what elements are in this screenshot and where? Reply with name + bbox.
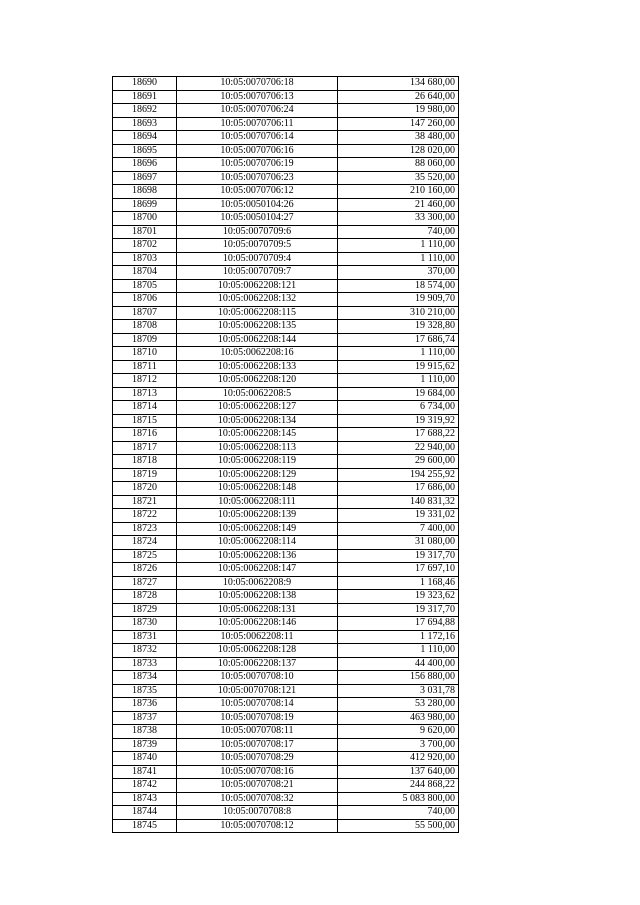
row-number-cell: 18725 [113, 549, 177, 563]
cadastral-number-cell: 10:05:0062208:135 [177, 320, 338, 334]
cadastral-number-cell: 10:05:0070708:16 [177, 765, 338, 779]
cadastral-number-cell: 10:05:0062208:113 [177, 441, 338, 455]
amount-cell: 19 909,70 [338, 293, 459, 307]
amount-cell: 134 680,00 [338, 77, 459, 91]
amount-cell: 26 640,00 [338, 90, 459, 104]
row-number-cell: 18734 [113, 671, 177, 685]
amount-cell: 5 083 800,00 [338, 792, 459, 806]
table-row [113, 77, 459, 91]
amount-cell: 463 980,00 [338, 711, 459, 725]
table-row [113, 819, 459, 833]
row-number-cell: 18741 [113, 765, 177, 779]
cadastral-number-cell: 10:05:0062208:121 [177, 279, 338, 293]
row-number-cell: 18694 [113, 131, 177, 145]
amount-cell: 17 697,10 [338, 563, 459, 577]
table-row [113, 522, 459, 536]
row-number-cell: 18699 [113, 198, 177, 212]
row-number-cell: 18745 [113, 819, 177, 833]
table-row [113, 779, 459, 793]
cadastral-number-cell: 10:05:0070709:6 [177, 225, 338, 239]
cadastral-number-cell: 10:05:0070708:10 [177, 671, 338, 685]
row-number-cell: 18700 [113, 212, 177, 226]
row-number-cell: 18705 [113, 279, 177, 293]
table-row [113, 428, 459, 442]
row-number-cell: 18728 [113, 590, 177, 604]
amount-cell: 22 940,00 [338, 441, 459, 455]
cadastral-number-cell: 10:05:0062208:111 [177, 495, 338, 509]
table-row [113, 630, 459, 644]
table-row [113, 279, 459, 293]
cadastral-number-cell: 10:05:0070709:4 [177, 252, 338, 266]
row-number-cell: 18729 [113, 603, 177, 617]
cadastral-number-cell: 10:05:0070706:12 [177, 185, 338, 199]
amount-cell: 1 168,46 [338, 576, 459, 590]
amount-cell: 19 684,00 [338, 387, 459, 401]
table-row [113, 455, 459, 469]
data-table [112, 76, 459, 833]
row-number-cell: 18707 [113, 306, 177, 320]
amount-cell: 44 400,00 [338, 657, 459, 671]
amount-cell: 194 255,92 [338, 468, 459, 482]
amount-cell: 19 323,62 [338, 590, 459, 604]
table-row [113, 590, 459, 604]
table-row [113, 225, 459, 239]
amount-cell: 7 400,00 [338, 522, 459, 536]
amount-cell: 17 686,00 [338, 482, 459, 496]
amount-cell: 33 300,00 [338, 212, 459, 226]
table-row [113, 576, 459, 590]
cadastral-number-cell: 10:05:0062208:115 [177, 306, 338, 320]
cadastral-number-cell: 10:05:0062208:11 [177, 630, 338, 644]
cadastral-number-cell: 10:05:0062208:120 [177, 374, 338, 388]
table-row [113, 657, 459, 671]
cadastral-number-cell: 10:05:0062208:127 [177, 401, 338, 415]
table-row [113, 131, 459, 145]
amount-cell: 3 031,78 [338, 684, 459, 698]
row-number-cell: 18712 [113, 374, 177, 388]
amount-cell: 1 110,00 [338, 252, 459, 266]
table-row [113, 509, 459, 523]
row-number-cell: 18739 [113, 738, 177, 752]
row-number-cell: 18698 [113, 185, 177, 199]
table-row [113, 293, 459, 307]
table-row [113, 347, 459, 361]
amount-cell: 19 317,70 [338, 603, 459, 617]
cadastral-number-cell: 10:05:0062208:139 [177, 509, 338, 523]
cadastral-number-cell: 10:05:0070706:23 [177, 171, 338, 185]
table-row [113, 603, 459, 617]
row-number-cell: 18724 [113, 536, 177, 550]
cadastral-number-cell: 10:05:0070708:21 [177, 779, 338, 793]
row-number-cell: 18723 [113, 522, 177, 536]
row-number-cell: 18717 [113, 441, 177, 455]
table-row [113, 617, 459, 631]
row-number-cell: 18731 [113, 630, 177, 644]
amount-cell: 1 110,00 [338, 374, 459, 388]
table-row [113, 117, 459, 131]
table-row [113, 725, 459, 739]
amount-cell: 53 280,00 [338, 698, 459, 712]
cadastral-number-cell: 10:05:0070706:24 [177, 104, 338, 118]
cadastral-number-cell: 10:05:0062208:146 [177, 617, 338, 631]
table-row [113, 792, 459, 806]
row-number-cell: 18732 [113, 644, 177, 658]
table-row [113, 806, 459, 820]
cadastral-number-cell: 10:05:0062208:128 [177, 644, 338, 658]
table-row [113, 495, 459, 509]
amount-cell: 740,00 [338, 806, 459, 820]
table-row [113, 387, 459, 401]
cadastral-number-cell: 10:05:0062208:138 [177, 590, 338, 604]
amount-cell: 147 260,00 [338, 117, 459, 131]
cadastral-number-cell: 10:05:0062208:149 [177, 522, 338, 536]
row-number-cell: 18721 [113, 495, 177, 509]
table-row [113, 698, 459, 712]
cadastral-number-cell: 10:05:0062208:129 [177, 468, 338, 482]
row-number-cell: 18702 [113, 239, 177, 253]
amount-cell: 19 915,62 [338, 360, 459, 374]
row-number-cell: 18727 [113, 576, 177, 590]
amount-cell: 18 574,00 [338, 279, 459, 293]
table-row [113, 401, 459, 415]
row-number-cell: 18719 [113, 468, 177, 482]
amount-cell: 17 694,88 [338, 617, 459, 631]
row-number-cell: 18726 [113, 563, 177, 577]
cadastral-number-cell: 10:05:0062208:119 [177, 455, 338, 469]
row-number-cell: 18716 [113, 428, 177, 442]
table-row [113, 765, 459, 779]
cadastral-number-cell: 10:05:0070706:14 [177, 131, 338, 145]
cadastral-number-cell: 10:05:0062208:114 [177, 536, 338, 550]
table-row [113, 671, 459, 685]
amount-cell: 17 686,74 [338, 333, 459, 347]
row-number-cell: 18692 [113, 104, 177, 118]
amount-cell: 210 160,00 [338, 185, 459, 199]
table-row [113, 684, 459, 698]
row-number-cell: 18696 [113, 158, 177, 172]
table-row [113, 441, 459, 455]
cadastral-number-cell: 10:05:0070706:16 [177, 144, 338, 158]
row-number-cell: 18711 [113, 360, 177, 374]
row-number-cell: 18738 [113, 725, 177, 739]
row-number-cell: 18701 [113, 225, 177, 239]
row-number-cell: 18713 [113, 387, 177, 401]
cadastral-number-cell: 10:05:0070706:18 [177, 77, 338, 91]
cadastral-number-cell: 10:05:0070706:11 [177, 117, 338, 131]
amount-cell: 1 110,00 [338, 644, 459, 658]
table-row [113, 252, 459, 266]
amount-cell: 1 172,16 [338, 630, 459, 644]
row-number-cell: 18743 [113, 792, 177, 806]
row-number-cell: 18693 [113, 117, 177, 131]
cadastral-number-cell: 10:05:0062208:16 [177, 347, 338, 361]
row-number-cell: 18718 [113, 455, 177, 469]
cadastral-number-cell: 10:05:0070708:11 [177, 725, 338, 739]
cadastral-number-cell: 10:05:0070706:19 [177, 158, 338, 172]
row-number-cell: 18730 [113, 617, 177, 631]
amount-cell: 370,00 [338, 266, 459, 280]
amount-cell: 244 868,22 [338, 779, 459, 793]
table-row [113, 306, 459, 320]
table-row [113, 320, 459, 334]
amount-cell: 6 734,00 [338, 401, 459, 415]
cadastral-number-cell: 10:05:0070706:13 [177, 90, 338, 104]
cadastral-number-cell: 10:05:0062208:147 [177, 563, 338, 577]
row-number-cell: 18695 [113, 144, 177, 158]
cadastral-number-cell: 10:05:0050104:26 [177, 198, 338, 212]
cadastral-number-cell: 10:05:0062208:144 [177, 333, 338, 347]
row-number-cell: 18703 [113, 252, 177, 266]
cadastral-number-cell: 10:05:0070709:7 [177, 266, 338, 280]
cadastral-number-cell: 10:05:0070709:5 [177, 239, 338, 253]
cadastral-number-cell: 10:05:0062208:133 [177, 360, 338, 374]
amount-cell: 156 880,00 [338, 671, 459, 685]
table-row [113, 198, 459, 212]
row-number-cell: 18740 [113, 752, 177, 766]
amount-cell: 140 831,32 [338, 495, 459, 509]
table-row [113, 482, 459, 496]
amount-cell: 35 520,00 [338, 171, 459, 185]
cadastral-number-cell: 10:05:0070708:17 [177, 738, 338, 752]
cadastral-number-cell: 10:05:0070708:121 [177, 684, 338, 698]
cadastral-number-cell: 10:05:0062208:136 [177, 549, 338, 563]
table-row [113, 212, 459, 226]
row-number-cell: 18704 [113, 266, 177, 280]
amount-cell: 128 020,00 [338, 144, 459, 158]
amount-cell: 19 980,00 [338, 104, 459, 118]
table-row [113, 563, 459, 577]
row-number-cell: 18742 [113, 779, 177, 793]
amount-cell: 19 331,02 [338, 509, 459, 523]
table-row [113, 711, 459, 725]
row-number-cell: 18737 [113, 711, 177, 725]
cadastral-number-cell: 10:05:0070708:14 [177, 698, 338, 712]
table-row [113, 374, 459, 388]
table-row [113, 414, 459, 428]
amount-cell: 38 480,00 [338, 131, 459, 145]
amount-cell: 19 319,92 [338, 414, 459, 428]
table-row [113, 266, 459, 280]
table-row [113, 144, 459, 158]
amount-cell: 55 500,00 [338, 819, 459, 833]
cadastral-number-cell: 10:05:0070708:32 [177, 792, 338, 806]
row-number-cell: 18736 [113, 698, 177, 712]
amount-cell: 1 110,00 [338, 239, 459, 253]
cadastral-number-cell: 10:05:0070708:12 [177, 819, 338, 833]
cadastral-number-cell: 10:05:0062208:148 [177, 482, 338, 496]
amount-cell: 310 210,00 [338, 306, 459, 320]
table-row [113, 738, 459, 752]
cadastral-number-cell: 10:05:0070708:8 [177, 806, 338, 820]
amount-cell: 137 640,00 [338, 765, 459, 779]
table-row [113, 104, 459, 118]
table-row [113, 644, 459, 658]
cadastral-number-cell: 10:05:0050104:27 [177, 212, 338, 226]
row-number-cell: 18735 [113, 684, 177, 698]
amount-cell: 19 317,70 [338, 549, 459, 563]
row-number-cell: 18710 [113, 347, 177, 361]
row-number-cell: 18691 [113, 90, 177, 104]
table-row [113, 239, 459, 253]
cadastral-number-cell: 10:05:0062208:131 [177, 603, 338, 617]
amount-cell: 21 460,00 [338, 198, 459, 212]
row-number-cell: 18722 [113, 509, 177, 523]
table-row [113, 171, 459, 185]
table-row [113, 90, 459, 104]
table-row [113, 333, 459, 347]
cadastral-number-cell: 10:05:0062208:5 [177, 387, 338, 401]
cadastral-number-cell: 10:05:0062208:134 [177, 414, 338, 428]
cadastral-number-cell: 10:05:0062208:137 [177, 657, 338, 671]
amount-cell: 31 080,00 [338, 536, 459, 550]
table-row [113, 549, 459, 563]
row-number-cell: 18744 [113, 806, 177, 820]
row-number-cell: 18715 [113, 414, 177, 428]
amount-cell: 9 620,00 [338, 725, 459, 739]
row-number-cell: 18714 [113, 401, 177, 415]
table-row [113, 158, 459, 172]
table-row [113, 468, 459, 482]
amount-cell: 412 920,00 [338, 752, 459, 766]
cadastral-number-cell: 10:05:0070708:29 [177, 752, 338, 766]
table-row [113, 185, 459, 199]
row-number-cell: 18706 [113, 293, 177, 307]
table-row [113, 536, 459, 550]
row-number-cell: 18720 [113, 482, 177, 496]
table-row [113, 360, 459, 374]
cadastral-number-cell: 10:05:0062208:132 [177, 293, 338, 307]
table-row [113, 752, 459, 766]
row-number-cell: 18690 [113, 77, 177, 91]
cadastral-number-cell: 10:05:0062208:9 [177, 576, 338, 590]
row-number-cell: 18697 [113, 171, 177, 185]
cadastral-number-cell: 10:05:0062208:145 [177, 428, 338, 442]
amount-cell: 1 110,00 [338, 347, 459, 361]
amount-cell: 740,00 [338, 225, 459, 239]
row-number-cell: 18708 [113, 320, 177, 334]
cadastral-number-cell: 10:05:0070708:19 [177, 711, 338, 725]
row-number-cell: 18709 [113, 333, 177, 347]
table-body [113, 77, 459, 833]
amount-cell: 17 688,22 [338, 428, 459, 442]
amount-cell: 88 060,00 [338, 158, 459, 172]
row-number-cell: 18733 [113, 657, 177, 671]
amount-cell: 3 700,00 [338, 738, 459, 752]
amount-cell: 29 600,00 [338, 455, 459, 469]
amount-cell: 19 328,80 [338, 320, 459, 334]
